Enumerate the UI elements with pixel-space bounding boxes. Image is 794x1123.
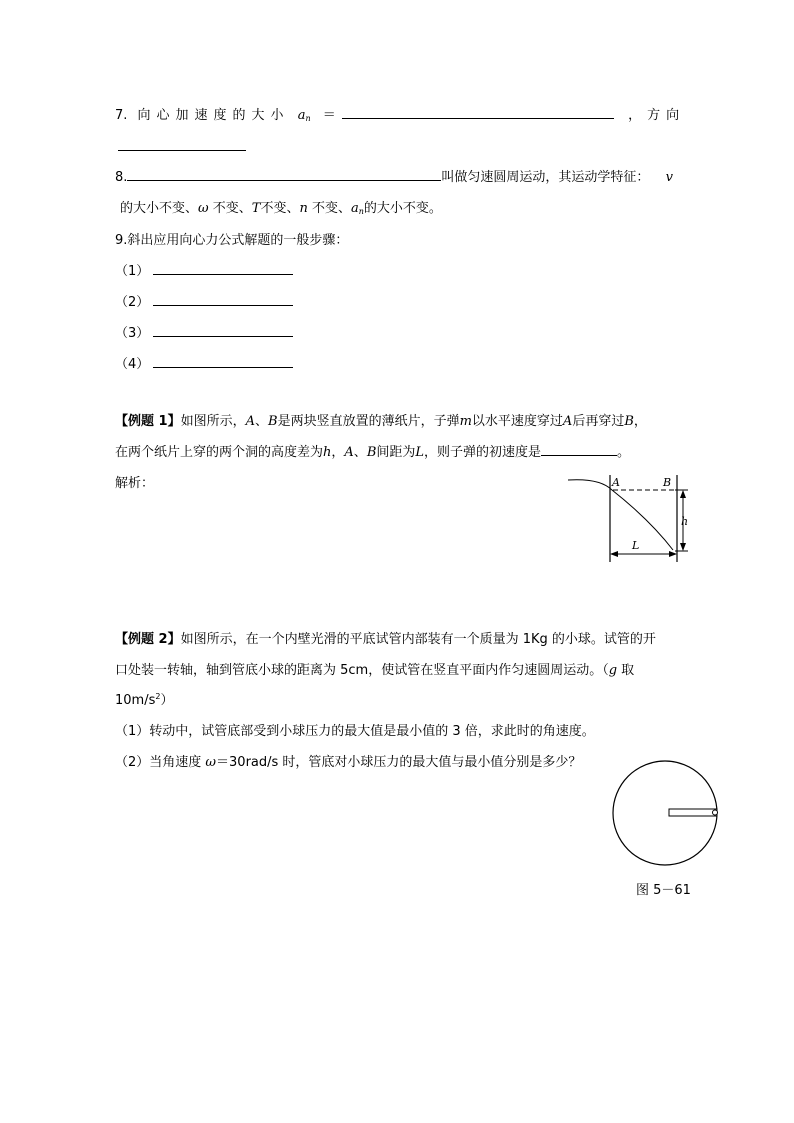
- ex2-l3: 10m/s: [115, 693, 156, 708]
- q9-step-blank[interactable]: [153, 322, 293, 337]
- fig-label-B: B: [663, 476, 672, 489]
- q9-step-3: [115, 322, 293, 341]
- ex1-B2: B: [624, 414, 634, 429]
- ex1-A2: A: [562, 414, 573, 429]
- q9-title: 9.斜出应用向心力公式解题的一般步骤：: [115, 233, 349, 248]
- q8-number: 8.: [115, 170, 128, 185]
- q8-v: v: [665, 170, 673, 185]
- ex1-l2-d: ，则子弹的初速度是: [424, 445, 542, 460]
- ex2-l2-b: 取: [617, 663, 635, 678]
- ex1-sep: 、: [254, 414, 268, 429]
- q8-an-sub: n: [358, 207, 364, 216]
- q7-var-sub: n: [305, 114, 311, 123]
- q9-step-2: [115, 291, 293, 310]
- ex2-omega: ω: [205, 755, 217, 770]
- ex1-l2-c: 间距为: [376, 445, 416, 460]
- q7-equals: ＝: [322, 108, 336, 123]
- ex2-figure: [608, 758, 726, 870]
- ex1-A: A: [245, 414, 255, 429]
- q9-step-label: （4）: [115, 357, 150, 372]
- q7-blank-value[interactable]: [342, 104, 614, 119]
- L-arrowhead-left: [610, 551, 618, 557]
- q8-blank[interactable]: [127, 166, 441, 181]
- q8-n: n: [299, 201, 308, 216]
- q8-l2-c: 不变、: [260, 201, 300, 216]
- ex1-answer-blank[interactable]: [541, 441, 617, 456]
- ex1-B3: B: [366, 445, 377, 460]
- ex1-label: 【例题 1】: [115, 414, 181, 429]
- q7-line: [115, 104, 685, 123]
- ex1-sep2: 、: [353, 445, 367, 460]
- fig-label-h: h: [681, 515, 689, 528]
- q8-an: a: [351, 201, 359, 216]
- q9-step-label: （3）: [115, 326, 150, 341]
- ex2-line3: [115, 689, 173, 708]
- q9-step-4: [115, 353, 293, 372]
- ex2-figure-caption: 图 5－61: [636, 883, 691, 898]
- ex1-l2-b: ，: [331, 445, 345, 460]
- ball: [713, 810, 718, 815]
- ex1-A3: A: [344, 445, 354, 460]
- h-arrowhead-bottom: [680, 543, 686, 551]
- q8-omega: ω: [198, 201, 209, 216]
- q8-l2-a: 的大小不变、: [120, 201, 199, 216]
- ex1-l1-b: 是两块竖直放置的薄纸片，子弹: [277, 414, 460, 429]
- q9-step-1: [115, 260, 293, 279]
- q7-var: a: [297, 108, 306, 123]
- test-tube: [669, 809, 717, 816]
- ex1-l1-e: ，: [633, 414, 647, 429]
- ex2-g: g: [608, 663, 618, 678]
- q7-blank-direction[interactable]: [118, 136, 246, 151]
- ex2-p2-b: ＝30rad/s 时，管底对小球压力的最大值与最小值分别是多少？: [216, 755, 582, 770]
- q9-step-label: （2）: [115, 295, 150, 310]
- q9-step-blank[interactable]: [153, 291, 293, 306]
- ex2-part2: [115, 751, 581, 770]
- L-arrowhead-right: [669, 551, 677, 557]
- ex1-B: B: [268, 414, 278, 429]
- ex2-l3-sup: 2: [155, 692, 161, 701]
- h-arrowhead-top: [680, 490, 686, 498]
- q8-tail: 叫做匀速圆周运动，其运动学特征：: [441, 170, 650, 185]
- ex1-L: L: [415, 445, 425, 460]
- ex2-l1: 如图所示，在一个内壁光滑的平底试管内部装有一个质量为 1Kg 的小球。试管的开: [180, 632, 656, 647]
- q8-l2-e: 的大小不变。: [363, 201, 442, 216]
- ex2-l2-a: 口处装一转轴，轴到管底小球的距离为 5cm，使试管在竖直平面内作匀速圆周运动。（: [115, 663, 609, 678]
- ex1-l1-a: 如图所示，: [180, 414, 246, 429]
- ex2-line1: [115, 628, 656, 647]
- ex1-l1-d: 后再穿过: [572, 414, 625, 429]
- ex2-l3-end: ）: [160, 693, 174, 708]
- q8-line1: [115, 166, 673, 185]
- q8-line2: [120, 197, 442, 216]
- ex2-p2-a: （2）当角速度: [115, 755, 202, 770]
- q8-l2-d: 不变、: [311, 201, 351, 216]
- q9-step-label: （1）: [115, 264, 150, 279]
- q8-l2-b: 不变、: [212, 201, 252, 216]
- ex1-line2: [115, 441, 630, 460]
- q9-step-blank[interactable]: [153, 353, 293, 368]
- q7-text: 向心加速度的大小: [137, 108, 290, 123]
- ex1-l2-end: 。: [617, 445, 631, 460]
- fig-label-A: A: [612, 476, 620, 489]
- ex1-h: h: [323, 445, 332, 460]
- q9-step-blank[interactable]: [153, 260, 293, 275]
- ex1-analysis: 解析：: [115, 476, 155, 491]
- ex1-line1: [115, 410, 647, 429]
- q7-direction-label: ，方向: [628, 108, 686, 123]
- ex2-label: 【例题 2】: [115, 632, 181, 647]
- ex2-line2: [115, 659, 634, 678]
- ex1-figure: [560, 470, 700, 570]
- fig-label-L: L: [632, 539, 640, 552]
- q7-number: 7.: [115, 108, 128, 123]
- ex2-part1: （1）转动中，试管底部受到小球压力的最大值是最小值的 3 倍，求此时的角速度。: [115, 724, 595, 739]
- ex1-m: m: [459, 414, 472, 429]
- ex1-l1-c: 以水平速度穿过: [471, 414, 563, 429]
- ex1-l2-a: 在两个纸片上穿的两个洞的高度差为: [115, 445, 324, 460]
- q8-T: T: [251, 201, 261, 216]
